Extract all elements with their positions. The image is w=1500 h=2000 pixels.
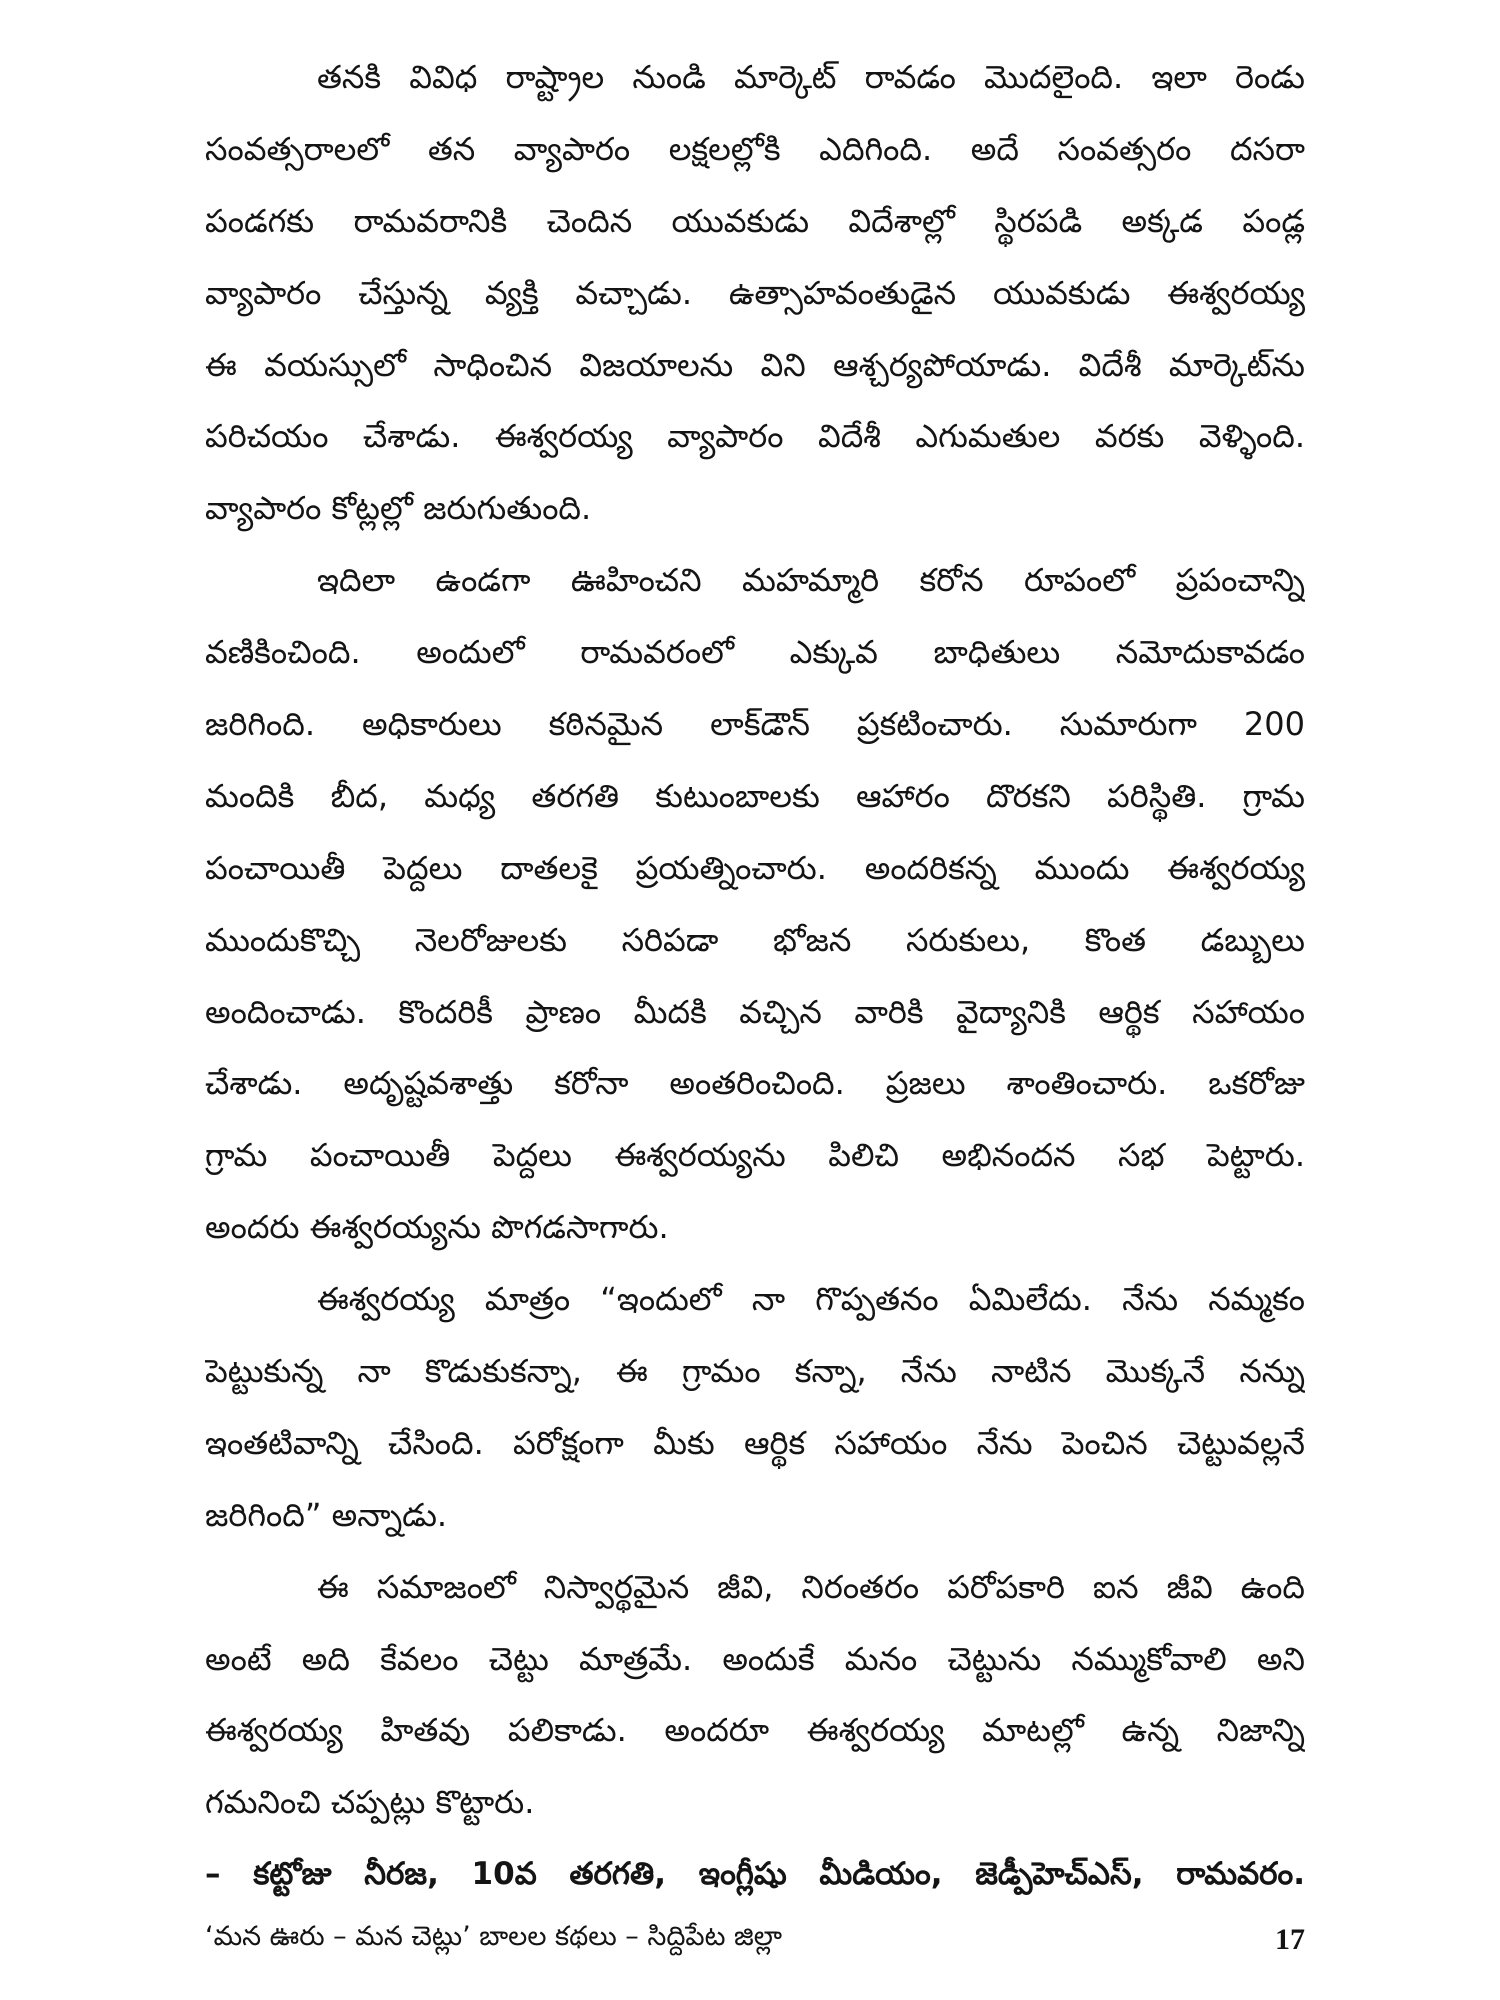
text-line: వ్యాపారం కోట్లల్లో జరుగుతుంది.: [205, 489, 592, 528]
story-text: [205, 42, 1305, 1911]
text-line: చేశాడు. అదృష్టవశాత్తు కరోనా అంతరించింది. ప్రజలు శాంతించారు. ఒకరోజు: [205, 1064, 1305, 1103]
text-line: జరిగింది” అన్నాడు.: [205, 1495, 448, 1534]
text-line: పంచాయితీ పెద్దలు దాతలకై ప్రయత్నించారు. అందరికన్న ముందు ఈశ్వరయ్య: [205, 848, 1305, 887]
text-line: పరిచయం చేశాడు. ఈశ్వరయ్య వ్యాపారం విదేశీ ఎగుమతుల వరకు వెళ్ళింది.: [205, 417, 1305, 456]
text-line: గమనించి చప్పట్లు కొట్టారు.: [205, 1783, 535, 1822]
author-credit: – కట్టోజు నీరజ, 10వ తరగతి, ఇంగ్లీషు మీడియం, జెడ్పీహెచ్ఎస్, రామవరం.: [205, 1856, 1305, 1893]
text-line: పెట్టుకున్న నా కొడుకుకన్నా, ఈ గ్రామం కన్నా, నేను నాటిన మొక్కనే నన్ను: [205, 1352, 1305, 1391]
text-line: వణికించింది. అందులో రామవరంలో ఎక్కువ బాధితులు నమోదుకావడం: [205, 633, 1305, 672]
text-line: జరిగింది. అధికారులు కఠినమైన లాక్‌డౌన్ ప్రకటించారు. సుమారుగా 200: [205, 705, 1305, 744]
text-line: సంవత్సరాలలో తన వ్యాపారం లక్షలల్లోకి ఎదిగింది. అదే సంవత్సరం దసరా: [205, 129, 1305, 168]
page-number: 17: [1275, 1923, 1305, 1956]
text-line: అంటే అది కేవలం చెట్టు మాత్రమే. అందుకే మనం చెట్టును నమ్ముకోవాలి అని: [205, 1639, 1305, 1678]
text-line: అందరు ఈశ్వరయ్యను పొగడసాగారు.: [205, 1208, 669, 1247]
text-line: ముందుకొచ్చి నెలరోజులకు సరిపడా భోజన సరుకులు, కొంత డబ్బులు: [205, 920, 1305, 959]
page-footer: [205, 1915, 1305, 1965]
text-line: ఇదిలా ఉండగా ఊహించని మహమ్మారి కరోన రూపంలో ప్రపంచాన్ని: [317, 561, 1305, 600]
book-title: ‘మన ఊరు – మన చెట్లు’ బాలల కథలు – సిద్దిపేట జిల్లా: [205, 1921, 783, 1952]
text-line: గ్రామ పంచాయితీ పెద్దలు ఈశ్వరయ్యను పిలిచి అభినందన సభ పెట్టారు.: [205, 1136, 1305, 1175]
text-line: అందించాడు. కొందరికీ ప్రాణం మీదకి వచ్చిన వారికి వైద్యానికి ఆర్థిక సహాయం: [205, 992, 1305, 1031]
text-line: వ్యాపారం చేస్తున్న వ్యక్తి వచ్చాడు. ఉత్సాహవంతుడైన యువకుడు ఈశ్వరయ్య: [205, 273, 1305, 312]
story-lines: [205, 42, 1305, 1839]
text-line: తనకి వివిధ రాష్ట్రాల నుండి మార్కెట్ రావడం మొదలైంది. ఇలా రెండు: [317, 58, 1305, 96]
text-line: ఈశ్వరయ్య హితవు పలికాడు. అందరూ ఈశ్వరయ్య మాటల్లో ఉన్న నిజాన్ని: [205, 1711, 1305, 1750]
text-line: ఈ సమాజంలో నిస్వార్థమైన జీవి, నిరంతరం పరోపకారి ఐన జీవి ఉంది: [317, 1567, 1305, 1606]
text-line: ఈశ్వరయ్య మాత్రం “ఇందులో నా గొప్పతనం ఏమిలేదు. నేను నమ్మకం: [317, 1280, 1305, 1319]
text-line: పండగకు రామవరానికి చెందిన యువకుడు విదేశాల్లో స్థిరపడి అక్కడ పండ్ల: [205, 201, 1305, 240]
text-line: మందికి బీద, మధ్య తరగతి కుటుంబాలకు ఆహారం దొరకని పరిస్థితి. గ్రామ: [205, 776, 1305, 815]
text-line: ఇంతటివాన్ని చేసింది. పరోక్షంగా మీకు ఆర్థిక సహాయం నేను పెంచిన చెట్టువల్లనే: [205, 1423, 1305, 1462]
text-line: ఈ వయస్సులో సాధించిన విజయాలను విని ఆశ్చర్యపోయాడు. విదేశీ మార్కెట్‌ను: [205, 345, 1305, 384]
